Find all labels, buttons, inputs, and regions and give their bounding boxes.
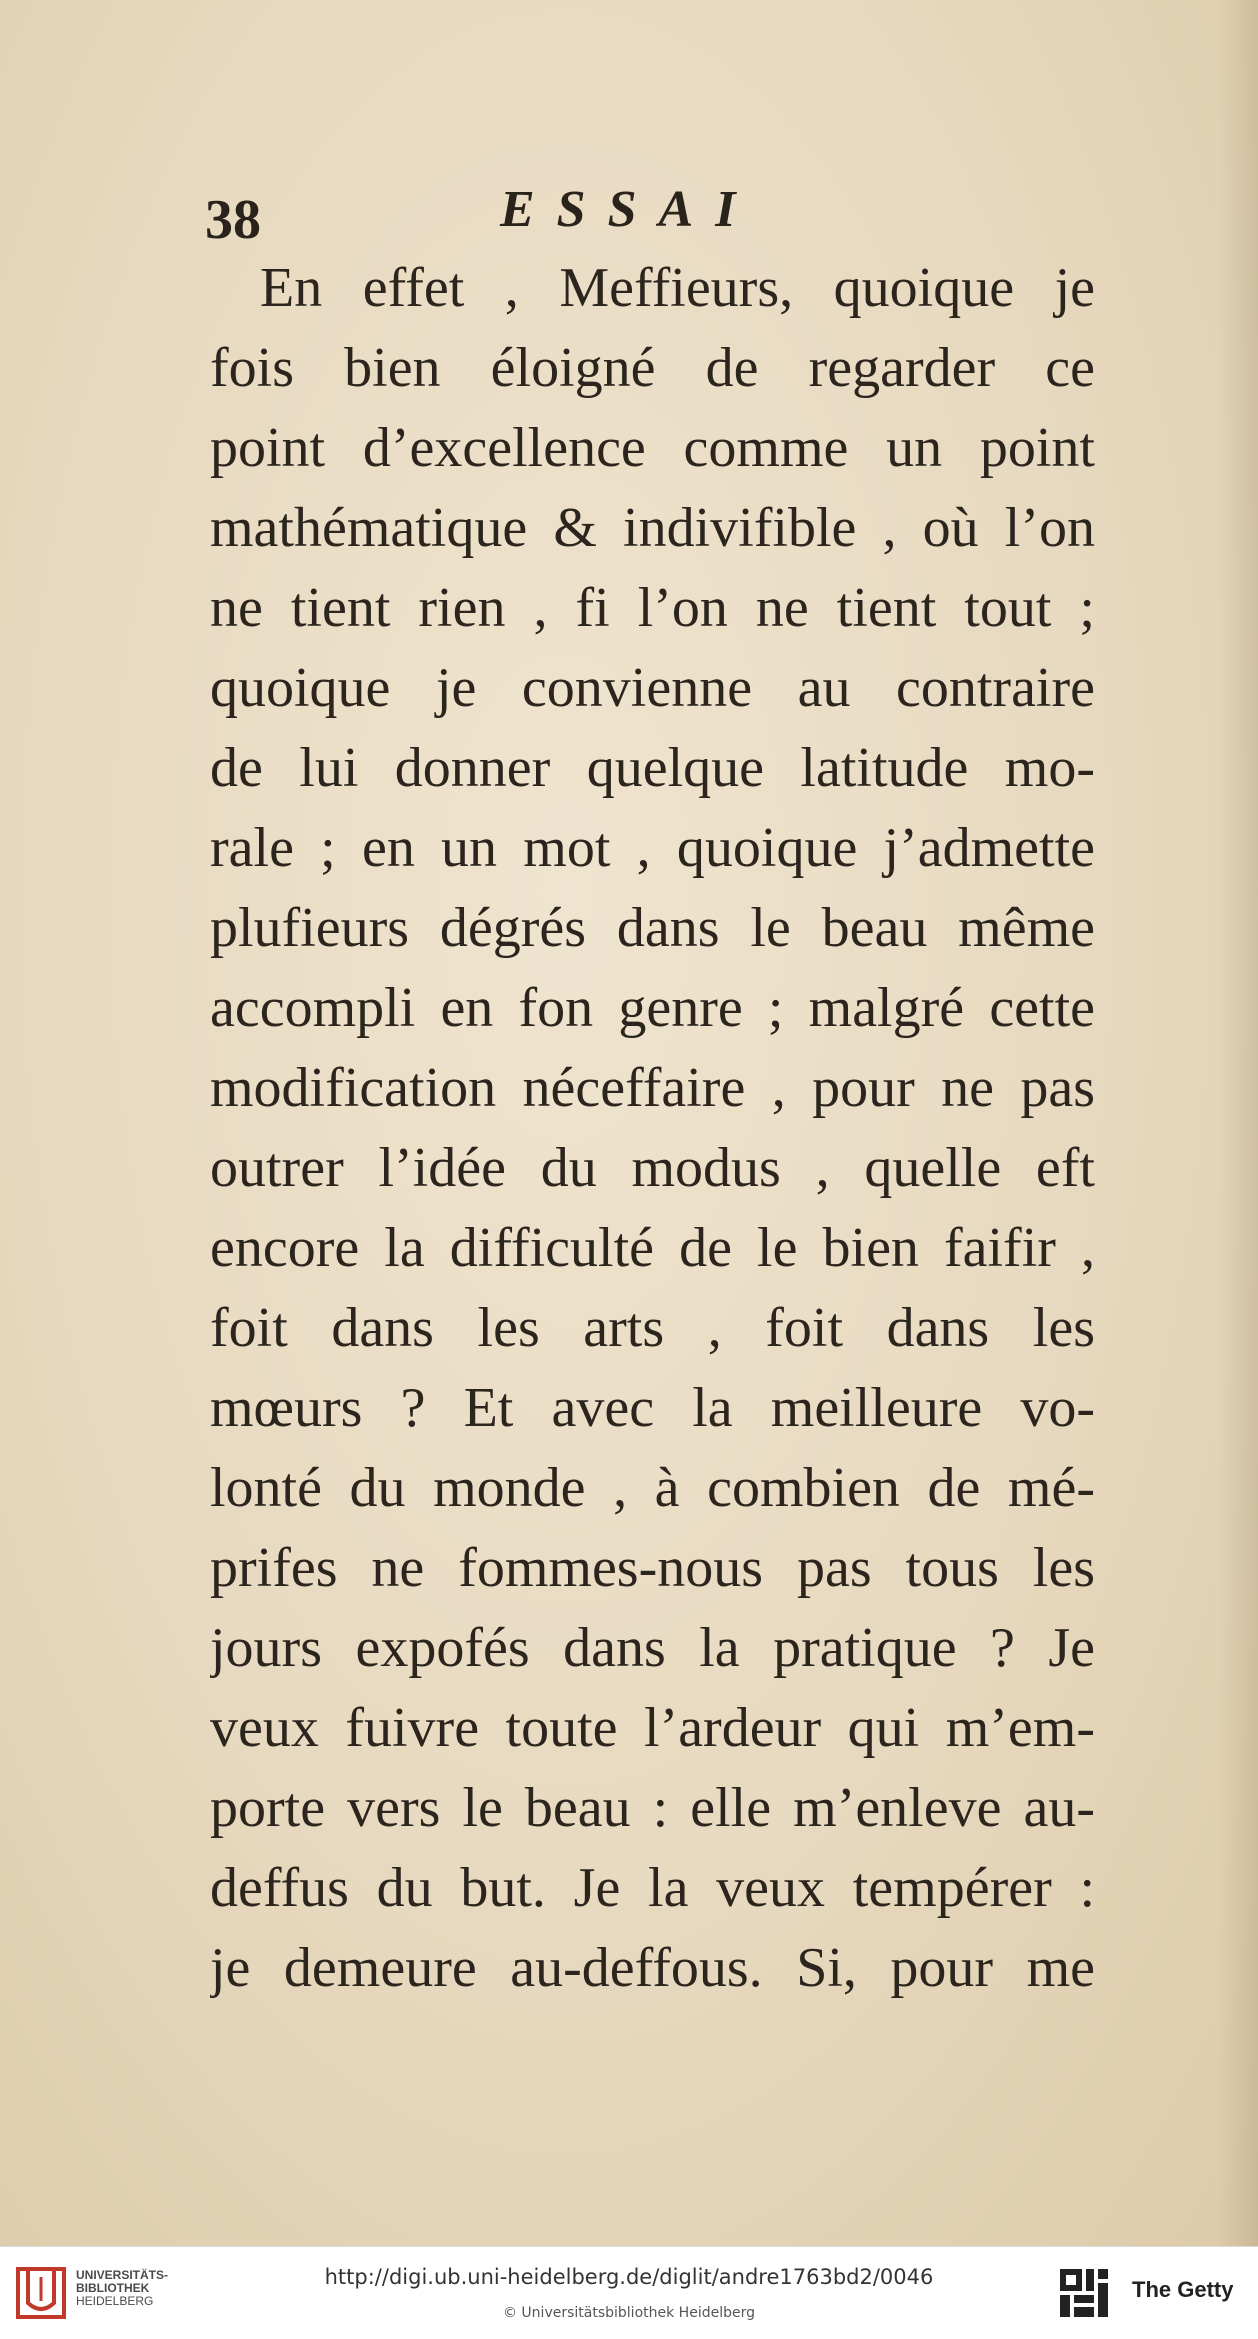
- text-line: lonté du monde , à combien de mé-: [210, 1457, 1095, 1519]
- text-line: point d’excellence comme un point: [210, 417, 1095, 479]
- library-name-line: BIBLIOTHEK: [76, 2281, 150, 2295]
- viewer-footer: [0, 2246, 1258, 2339]
- text-line: porte vers le beau : elle m’enleve au-: [210, 1777, 1095, 1839]
- text-line: accompli en fon genre ; malgré cette: [210, 977, 1095, 1039]
- text-line: En effet , Meffieurs, quoique je: [260, 257, 1095, 319]
- partner-name: The Getty: [1132, 2277, 1234, 2302]
- text-line: ne tient rien , fi l’on ne tient tout ;: [210, 577, 1095, 639]
- text-line: quoique je convienne au contraire: [210, 657, 1095, 719]
- page-edge-shadow: [1218, 0, 1258, 2246]
- library-name-line: UNIVERSITÄTS-: [76, 2268, 169, 2282]
- text-line: fois bien éloigné de regarder ce: [210, 337, 1095, 399]
- text-line: plufieurs dégrés dans le beau même: [210, 897, 1095, 959]
- text-line: foit dans les arts , foit dans les: [210, 1297, 1095, 1359]
- text-line: rale ; en un mot , quoique j’admette: [210, 817, 1095, 879]
- text-line: jours expofés dans la pratique ? Je: [210, 1617, 1095, 1679]
- text-line: modification néceffaire , pour ne pas: [210, 1057, 1095, 1119]
- page-number: 38: [205, 189, 261, 251]
- text-line: mathématique & indivifible , où l’on: [210, 497, 1095, 559]
- text-line: encore la difficulté de le bien faifir ,: [210, 1217, 1095, 1279]
- getty-logo-icon[interactable]: [1058, 2267, 1110, 2319]
- text-line: mœurs ? Et avec la meilleure vo-: [210, 1377, 1095, 1439]
- text-line: veux fuivre toute l’ardeur qui m’em-: [210, 1697, 1095, 1759]
- text-line: je demeure au-deffous. Si, pour me: [210, 1937, 1095, 1999]
- body-text: [210, 248, 1095, 2008]
- library-name-line: HEIDELBERG: [76, 2294, 154, 2308]
- text-line: outrer l’idée du modus , quelle eft: [210, 1137, 1095, 1199]
- permalink-url[interactable]: http://digi.ub.uni-heidelberg.de/diglit/andre1763bd2/0046: [324, 2265, 934, 2289]
- copyright-notice: © Universitätsbibliothek Heidelberg: [502, 2305, 755, 2321]
- text-line: deffus du but. Je la veux tempérer :: [210, 1857, 1095, 1919]
- text-line: de lui donner quelque latitude mo-: [210, 737, 1095, 799]
- running-head: ESSAI: [500, 181, 758, 238]
- text-line: prifes ne fommes-nous pas tous les: [210, 1537, 1095, 1599]
